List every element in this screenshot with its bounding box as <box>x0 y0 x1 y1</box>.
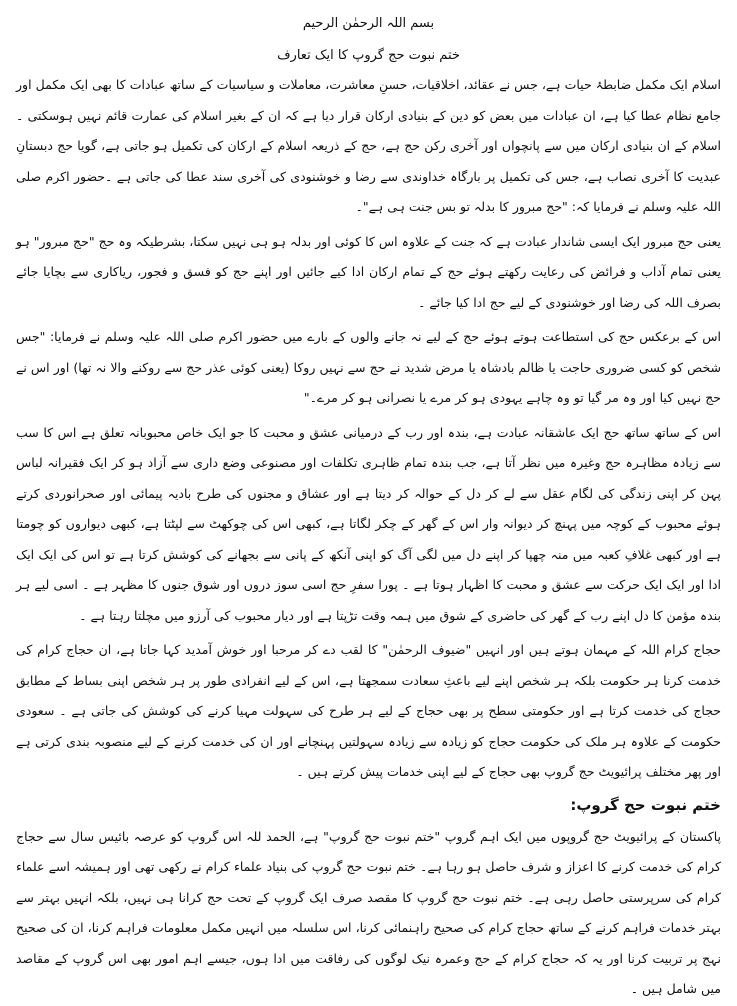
section-heading-text: ختم نبوت حج گروپ: <box>570 795 721 814</box>
paragraph-hajj-neglect: اس کے برعکس حج کی استطاعت ہوتے ہوئے حج کے لیے نہ جانے والوں کے بارے میں حضور اکرم صلی اللہ علیہ وسلم نے فرمایا: "جس شخص کو کسی ضروری حاجت یا ظالم بادشاہ یا مرض شدید نے حج سے نہیں روکا (یعنی کوئی عذر حج سے روکنے والا نہ تھا) اور اس نے حج نہیں کیا اور وہ مر گیا تو وہ چاہے یہودی ہو کر مرے یا نصرانی ہو کر مرے۔" <box>16 329 721 405</box>
bismillah-heading: بسم اللہ الرحمٰن الرحیم <box>302 16 435 31</box>
paragraph-hajj-mabroor: یعنی حج مبرور ایک ایسی شاندار عبادت ہے کہ جنت کے علاوہ اس کا کوئی اور بدلہ ہو ہی نہیں سکتا، بشرطیکہ وہ حج "حج مبرور" ہو یعنی تمام آداب و فرائض کی رعایت رکھتے ہوئے حج کے تمام ارکان ادا کیے جائیں اور اپنے حج کو فسق و فجور، ریاکاری سے بچایا جائے بصرف اللہ کی رضا اور خوشنودی کے لیے حج ادا کیا جائے ۔ <box>16 233 721 310</box>
paragraph-group-intro: پاکستان کے پرائیویٹ حج گروپوں میں ایک اہم گروپ "ختم نبوت حج گروپ" ہے، الحمد للہ اس گروپ کو عرصہ بائیس سال سے حجاج کرام کی خدمت کرنے کا اعزاز و شرف حاصل ہو رہا ہے۔ ختم نبوت حج گروپ کی بنیاد علماء کرام نے رکھی تھی اور ہمیشہ اسے علماء کرام کی سرپرستی حاصل رہی ہے۔ ختم نبوت حج گروپ کا مقصد صرف ایک گروپ کے تحت حج کرانا ہی نہیں، بلکہ انہیں بہتر سے بہتر خدمات فراہم کرنے کے ساتھ حجاج کرام کی صحیح راہنمائی کرنا، اس سلسلہ میں انہیں مکمل معلومات فراہم کرنا، ان کی صحیح نہج پر تربیت کرنا اور یہ کہ حجاج کرام کے حج وعمرہ نیک لوگوں کی رفاقت میں ادا ہوں، جیسے اہم امور بھی اس گروپ کے مقاصد میں شامل ہیں ۔ <box>16 828 721 996</box>
paragraph-islam-intro: اسلام ایک مکمل ضابطۂ حیات ہے، جس نے عقائد، اخلاقیات، حسنِ معاشرت، معاملات و سیاسیات کے ساتھ عبادات کا بھی ایک مکمل اور جامع نظام عطا کیا ہے، ان عبادات میں بعض کو دین کے بنیادی ارکان قرار دیا ہے کہ ان کے بغیر اسلام کی عمارت قائم نہیں ہوسکتی ۔ اسلام کے ان بنیادی ارکان میں سے پانچواں اور آخری رکن حج ہے، حج کے ذریعہ اسلام کے ارکان کی تکمیل ہو جاتی ہے، گویا حج دبستانِ عبدیت کا آخری نصاب ہے، جس کی تکمیل پر بارگاہ خداوندی سے رضا و خوشنودی کی آخری سند عطا کی جاتی ہے ۔حضور اکرم صلی اللہ علیہ وسلم نے فرمایا کہ: "حج مبرور کا بدلہ تو بس جنت ہی ہے"۔ <box>16 77 721 214</box>
document-title: ختم نبوت حج گروپ کا ایک تعارف <box>277 48 460 63</box>
paragraph-hajj-love: اس کے ساتھ ساتھ حج ایک عاشقانہ عبادت ہے، بندہ اور رب کے درمیانی عشق و محبت کا جو ایک خاص محبوبانہ تعلق ہے اس کا سب سے زیادہ مظاہرہ حج وغیرہ میں نظر آتا ہے، جب بندہ تمام ظاہری تکلفات اور مصنوعی وضع داری سے آزاد ہو کر ایک فقیرانہ لباس پہن کر اپنی زندگی کی لگام عقل سے لے کر دل کے حوالہ کر دیتا ہے اور عشاق و مجنوں کی طرح بادیہ پیمائی اور صحرانوردی کرتے ہوئے محبوب کے کوچہ میں پہنچ کر دیوانہ وار اس کے گھر کے چکر لگاتا ہے، کبھی اس کی چوکھٹ سے لپٹتا ہے، کبھی دیواروں کو چومتا ہے اور کبھی غلافِ کعبہ میں منہ چھپا کر اپنے دل میں لگی آگ کو اپنی آنکھ کے پانی سے بجھانے کی کوشش کرتا ہے تو اس کی ایک ایک ادا اور ایک ایک حرکت سے عشق و محبت کا اظہار ہوتا ہے ۔ پورا سفرِ حج اسی سوز دروں اور شوق جنوں کا مظہر ہے ۔ اسی لیے ہر بندہ مؤمن کا دل اپنے رب کے گھر کی حاضری کے شوق میں ہمہ وقت تڑپتا ہے اور دیار محبوب کی آرزو میں مچلتا رہتا ہے ۔ <box>16 424 721 623</box>
section-heading <box>16 792 721 818</box>
paragraph-hujjaj-guests: حجاج کرام اللہ کے مہمان ہوتے ہیں اور انہیں "ضیوف الرحمٰن" کا لقب دے کر مرحبا اور خوش آمدید کہا جاتا ہے، ان حجاج کرام کی خدمت کرنا ہر حکومت بلکہ ہر شخص اپنے لیے باعثِ سعادت سمجھتا ہے، اس کے لیے انفرادی طور پر ہر شخص اپنی بساط کے مطابق حجاج کی خدمت کرتا ہے اور حکومتی سطح پر بھی حجاج کے لیے ہر طرح کی سہولت مہیا کرنے کی کوشش کی جاتی ہے ۔ سعودی حکومت کے علاوہ ہر ملک کی حکومت حجاج کو زیادہ سے زیادہ سہولتیں پہنچانے اور ان کی خدمت کرنے کے لیے منصوبہ بندی کرتی ہے اور پھر مختلف پرائیویٹ حج گروپ بھی حجاج کے لیے اپنی خدمات پیش کرتے ہیں ۔ <box>16 642 721 779</box>
